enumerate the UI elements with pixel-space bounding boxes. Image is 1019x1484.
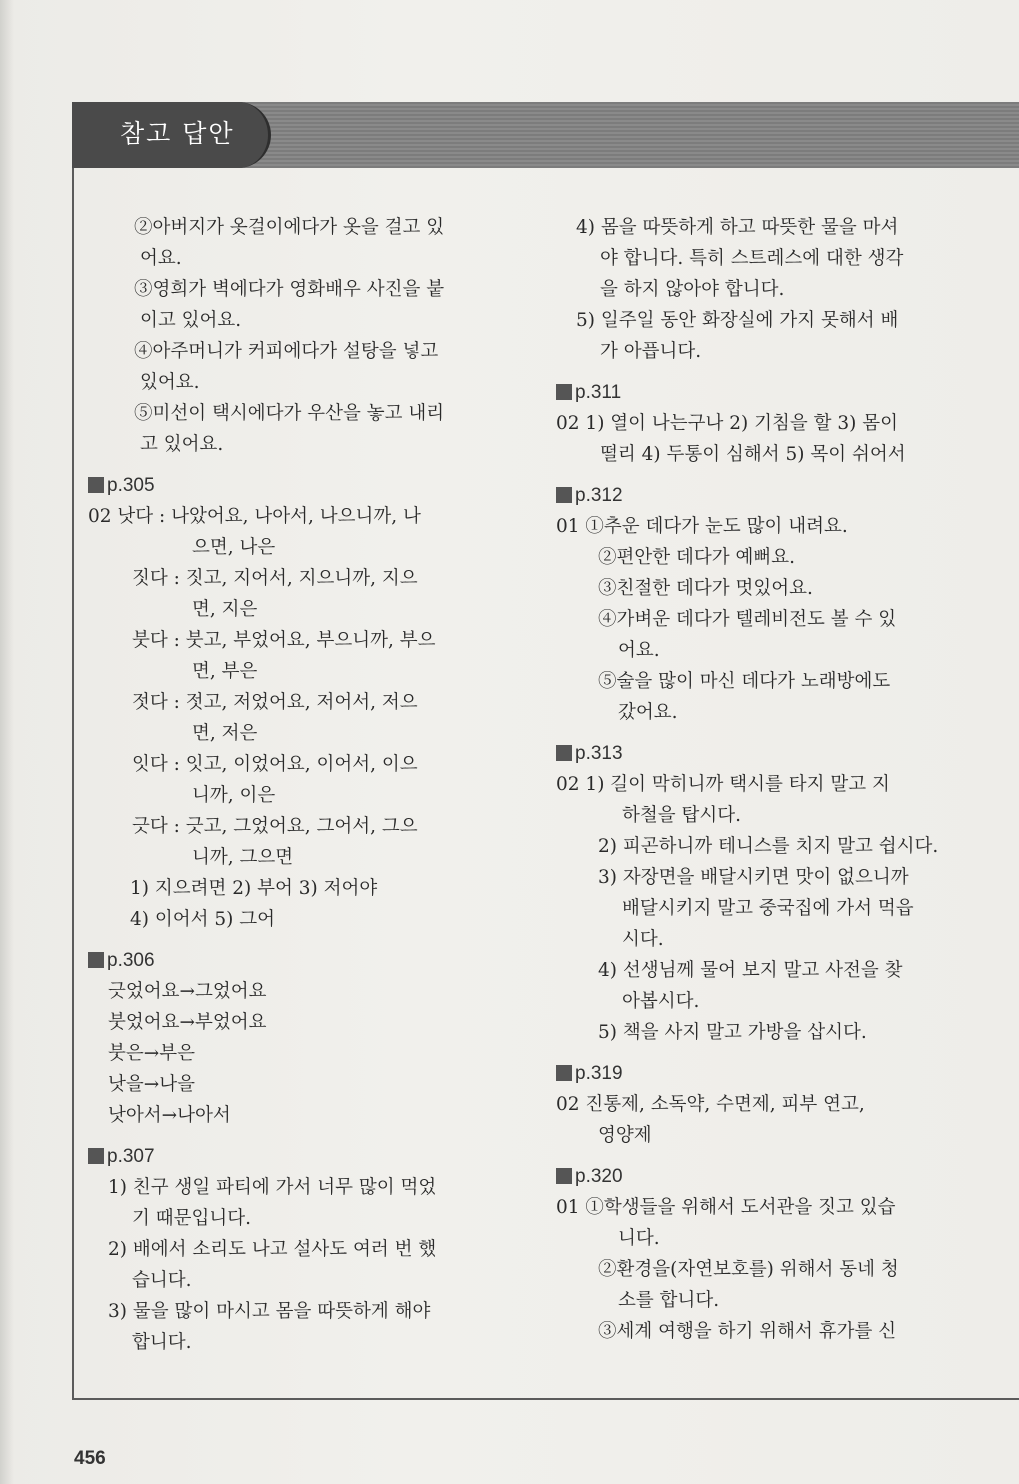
answer-line: 젓다 : 젓고, 저었어요, 저어서, 저으 [132, 692, 418, 713]
answer-line: 긋다 : 긋고, 그었어요, 그어서, 그으 [132, 816, 418, 837]
answer-line: 4) 선생님께 물어 보지 말고 사전을 찾 [598, 960, 903, 981]
answer-line: 02 낫다 : 나았어요, 나아서, 나으니까, 나 [88, 506, 421, 527]
answer-line: 02 진통제, 소독약, 수면제, 피부 연고, [556, 1094, 865, 1115]
binding-shadow [0, 0, 14, 1484]
page-reference-label: p.305 [107, 475, 155, 496]
page-reference-heading [556, 738, 961, 769]
answer-line: 4) 이어서 5) 그어 [130, 909, 275, 930]
answer-line: 잇다 : 잇고, 이었어요, 이어서, 이으 [132, 754, 418, 775]
square-bullet-icon [556, 384, 572, 400]
answer-line: 3) 물을 많이 마시고 몸을 따뜻하게 해야 [108, 1301, 431, 1322]
page-reference-heading [556, 480, 961, 511]
answer-line: 아봅시다. [622, 991, 700, 1012]
answer-line: 소를 합니다. [618, 1290, 720, 1311]
answer-line: ③영희가 벽에다가 영화배우 사진을 붙 [134, 279, 445, 300]
page-reference-heading [556, 1058, 961, 1089]
answer-line: 면, 부은 [192, 661, 258, 682]
answer-line: 있어요. [140, 372, 200, 393]
answer-line: 니까, 그으면 [192, 847, 294, 868]
answer-line: 짓다 : 짓고, 지어서, 지으니까, 지으 [132, 568, 418, 589]
answer-line: 5) 책을 사지 말고 가방을 삽시다. [598, 1022, 867, 1043]
answer-line: 4) 몸을 따뜻하게 하고 따뜻한 물을 마셔 [576, 217, 899, 238]
answer-line: 긋었어요→그었어요 [108, 981, 267, 1002]
answer-line: 하철을 탑시다. [622, 805, 741, 826]
answer-line: 면, 저은 [192, 723, 258, 744]
answer-line: 낫을→나을 [108, 1074, 195, 1095]
answer-line: 3) 자장면을 배달시키면 맛이 없으니까 [598, 867, 909, 888]
answer-line: 01 ①학생들을 위해서 도서관을 짓고 있습 [556, 1197, 896, 1218]
answer-line: 낫아서→나아서 [108, 1105, 231, 1126]
page-reference-heading [88, 1141, 498, 1172]
answer-line: 고 있어요. [140, 434, 224, 455]
answer-line: 습니다. [132, 1270, 192, 1291]
answer-line: 어요. [618, 640, 660, 661]
square-bullet-icon [556, 487, 572, 503]
answer-line: ⑤미선이 택시에다가 우산을 놓고 내리 [134, 403, 445, 424]
page-number: 456 [74, 1448, 106, 1469]
square-bullet-icon [88, 952, 104, 968]
answer-line: 면, 지은 [192, 599, 258, 620]
answer-line: ③친절한 데다가 멋있어요. [598, 578, 813, 599]
page-reference-label: p.319 [575, 1063, 623, 1084]
page-reference-label: p.320 [575, 1166, 623, 1187]
answer-line: 으면, 나은 [192, 537, 276, 558]
answer-line: 어요. [140, 248, 182, 269]
answer-line: 2) 피곤하니까 테니스를 치지 말고 쉽시다. [598, 836, 939, 857]
square-bullet-icon [556, 1168, 572, 1184]
answer-line: 1) 지으려면 2) 부어 3) 저어야 [130, 878, 378, 899]
page-reference-label: p.313 [575, 743, 623, 764]
square-bullet-icon [556, 745, 572, 761]
page-reference-heading [88, 945, 498, 976]
section-title: 참고 답안 [120, 119, 235, 148]
page-reference-label: p.306 [107, 950, 155, 971]
answer-line: 5) 일주일 동안 화장실에 가지 못해서 배 [576, 310, 899, 331]
answer-line: 갔어요. [618, 702, 678, 723]
answer-line: 기 때문입니다. [132, 1208, 251, 1229]
answer-line: 이고 있어요. [140, 310, 242, 331]
answer-line: 가 아픕니다. [600, 341, 702, 362]
answer-line: ②환경을(자연보호를) 위해서 동네 청 [598, 1259, 899, 1280]
answer-line: 붓다 : 붓고, 부었어요, 부으니까, 부으 [132, 630, 436, 651]
answer-line: ②편안한 데다가 예뻐요. [598, 547, 795, 568]
page-reference-label: p.312 [575, 485, 623, 506]
answer-line: ③세계 여행을 하기 위해서 휴가를 신 [598, 1321, 897, 1342]
answer-line: 떨리 4) 두통이 심해서 5) 목이 쉬어서 [600, 444, 906, 465]
answer-line: 02 1) 길이 막히니까 택시를 타지 말고 지 [556, 774, 890, 795]
answer-line: 02 1) 열이 나는구나 2) 기침을 할 3) 몸이 [556, 413, 899, 434]
page-reference-heading [556, 1161, 961, 1192]
left-column [88, 212, 498, 1358]
right-column [556, 212, 961, 1347]
answer-line: 니까, 이은 [192, 785, 276, 806]
square-bullet-icon [88, 477, 104, 493]
answer-line: 2) 배에서 소리도 나고 설사도 여러 번 했 [108, 1239, 437, 1260]
answer-line: ④아주머니가 커피에다가 설탕을 넣고 [134, 341, 439, 362]
page-reference-heading [556, 377, 961, 408]
answer-line: 붓은→부은 [108, 1043, 195, 1064]
page-reference-label: p.307 [107, 1146, 155, 1167]
answer-line: 시다. [622, 929, 664, 950]
answer-line: 배달시키지 말고 중국집에 가서 먹읍 [622, 898, 914, 919]
answer-line: ④가벼운 데다가 텔레비전도 볼 수 있 [598, 609, 897, 630]
answer-line: 을 하지 않아야 합니다. [600, 279, 785, 300]
answer-line: 영양제 [598, 1125, 652, 1146]
answer-line: 01 ①추운 데다가 눈도 많이 내려요. [556, 516, 848, 537]
page-reference-label: p.311 [575, 382, 622, 403]
answer-line: 합니다. [132, 1332, 192, 1353]
answer-line: 붓었어요→부었어요 [108, 1012, 267, 1033]
answer-line: 야 합니다. 특히 스트레스에 대한 생각 [600, 248, 904, 269]
answer-line: ②아버지가 옷걸이에다가 옷을 걸고 있 [134, 217, 445, 238]
page-reference-heading [88, 470, 498, 501]
square-bullet-icon [556, 1065, 572, 1081]
answer-line: 니다. [618, 1228, 660, 1249]
answer-line: 1) 친구 생일 파티에 가서 너무 많이 먹었 [108, 1177, 437, 1198]
square-bullet-icon [88, 1148, 104, 1164]
answer-line: ⑤술을 많이 마신 데다가 노래방에도 [598, 671, 891, 692]
